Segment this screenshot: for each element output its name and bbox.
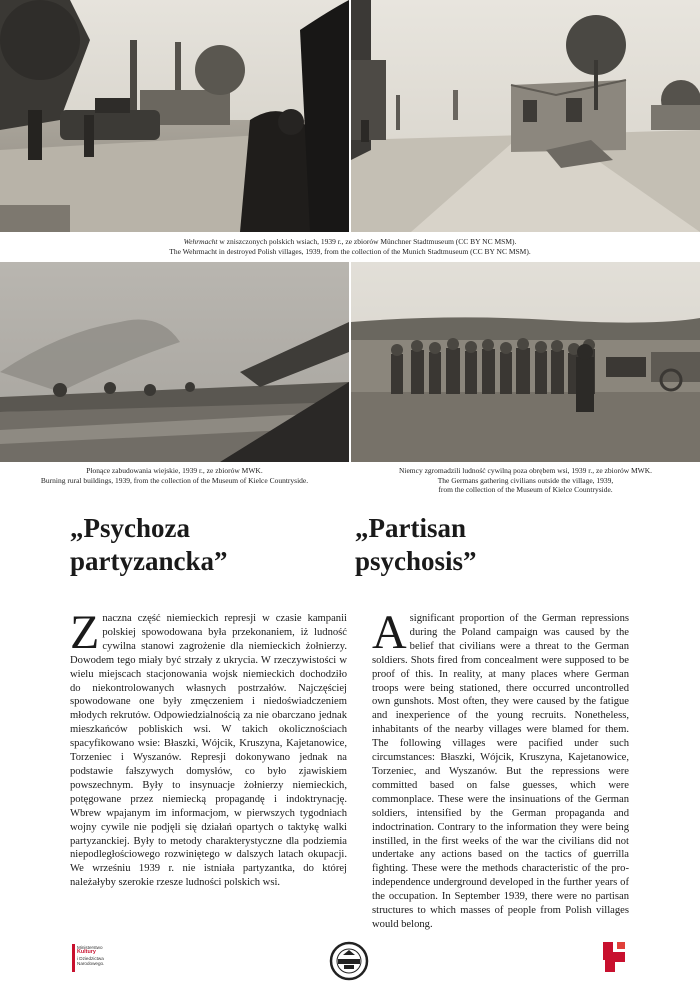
caption-right-pl: Niemcy zgromadzili ludność cywilną poza obrębem wsi, 1939 r., ze zbiorów MWK. [398,466,653,475]
ministry-logo-line2: Kultury [77,949,96,955]
heading-polish [70,512,340,578]
heading-en-line1: „Partisan [355,513,466,543]
dropcap-en: A [372,606,407,659]
heading-pl-line1: „Psychoza [70,513,190,543]
photo-wehrmacht-village-right [351,0,700,232]
photo-burning-rural-buildings [0,262,349,462]
caption-top-pl-italic: Wehrmacht [183,237,218,246]
dropcap-pl: Z [70,606,100,659]
body-text-polish [70,606,347,890]
ministry-logo-line4: Narodowego. [77,961,105,966]
heading-english [355,512,625,578]
caption-right-en-1: The Germans gathering civilians outside the village, 1939, [437,475,614,485]
red-emblem-logo [599,940,629,974]
heading-en-line2: psychosis” [355,546,477,576]
caption-top-en: The Wehrmacht in destroyed Polish villages, 1939, from the collection of the Munich Stadtmuseum (CC BY NC MSM). [169,246,531,256]
caption-burning-buildings [0,466,349,485]
caption-top-pl: w zniszczonych polskich wsiach, 1939 r., ze zbiorów Münchner Stadtmuseum (CC BY NC MSM). [217,237,517,246]
ministry-logo-bar [72,944,75,972]
museum-seal-logo [329,941,369,981]
photo-wehrmacht-village-left [0,0,349,232]
body-pl: naczna część niemieckich represji w czasie kampanii polskiej spowodowana była przekonaniem, iż ludność cywilna stanowi zagrożenie dla niemieckich żołnierzy. Dowodem tego miały być strzały z ukrycia. W rzeczywistości w wielu miejscach stacjonowania wojsk niemieckich dochodziło do niekontrolowanych własnych postrzałów. Najczęściej spowodowane one były zmęczeniem i niedoświadczeniem młodych rekrutów. Odpowiedzialnością za nie obarczano jednak mieszkańców pobliskich wsi. W takich okolicznościach spacyfikowano wsie: Błaszki, Wójcik, Kruszyna, Kajetanowice, Torzeniec i Wyszanów. Represji dokonywano jednak na podstawie fałszywych domysłów, co było zjawiskiem powszechnym. Były to insynuacje żołnierzy niemieckich, potęgowane przez niemiecką propagandę i indoktrynację. Wbrew wpajanym im informacjom, w pierwszych tygodniach wojny cywile nie podjęli się działań opartych o taktykę walki partyzanckiej. Były to metody charakterystyczne dla podziemia niepodległościowego rozwiniętego w dalszych latach okupacji. We wrześniu 1939 r. nie istniała partyzantka, do której należałyby szerokie rzesze ludności polskich wsi. [70,613,347,889]
caption-gathering-civilians [351,466,700,495]
ministry-logo-line3: i Dziedzictwa [77,956,104,961]
body-en: significant proportion of the German repressions during the Poland campaign was caused by the belief that civilians were a threat to the German soldiers. Shots fired from concealment were supposed to be proof of this. In reality, at many places where German troops were being stationed, there occurred uncontrolled own gunshots. Most often, they were caused by the fatigue and inexperience of the young recruits. Nonetheless, inhabitants of the nearby villages were blamed for them. The following villages were pacified under such circumstances: Błaszki, Wójcik, Kruszyna, Kajetanowice, Torzeniec, and Wyszanów. But the repressions were committed based on false guesses, which were commonplace. These were the insinuations of the German soldiers, intensified by the German propaganda and indoctrination. Contrary to the information they were being instilled, in the first weeks of the war the civilians did not undertake any actions based on the tactics of guerrilla fighting. These were the methods characteristic of the pro-independence underground developed in the further years of the occupation. In September 1939, there were no partisan structures to which masses of people from Polish villages would belong. [372,613,629,930]
caption-left-pl: Płonące zabudowania wiejskie, 1939 r., ze zbiorów MWK. [86,466,263,475]
caption-left-en: Burning rural buildings, 1939, from the collection of the Museum of Kielce Countryside. [40,475,309,485]
heading-pl-line2: partyzancka” [70,546,228,576]
body-text-english [372,606,629,932]
ministry-of-culture-logo [72,944,120,974]
photo-germans-gathering-civilians [351,262,700,462]
caption-top [0,237,700,256]
caption-right-en-2: from the collection of the Museum of Kielce Countryside. [438,485,613,494]
ministry-logo-line1: Ministerstwo [77,945,103,950]
